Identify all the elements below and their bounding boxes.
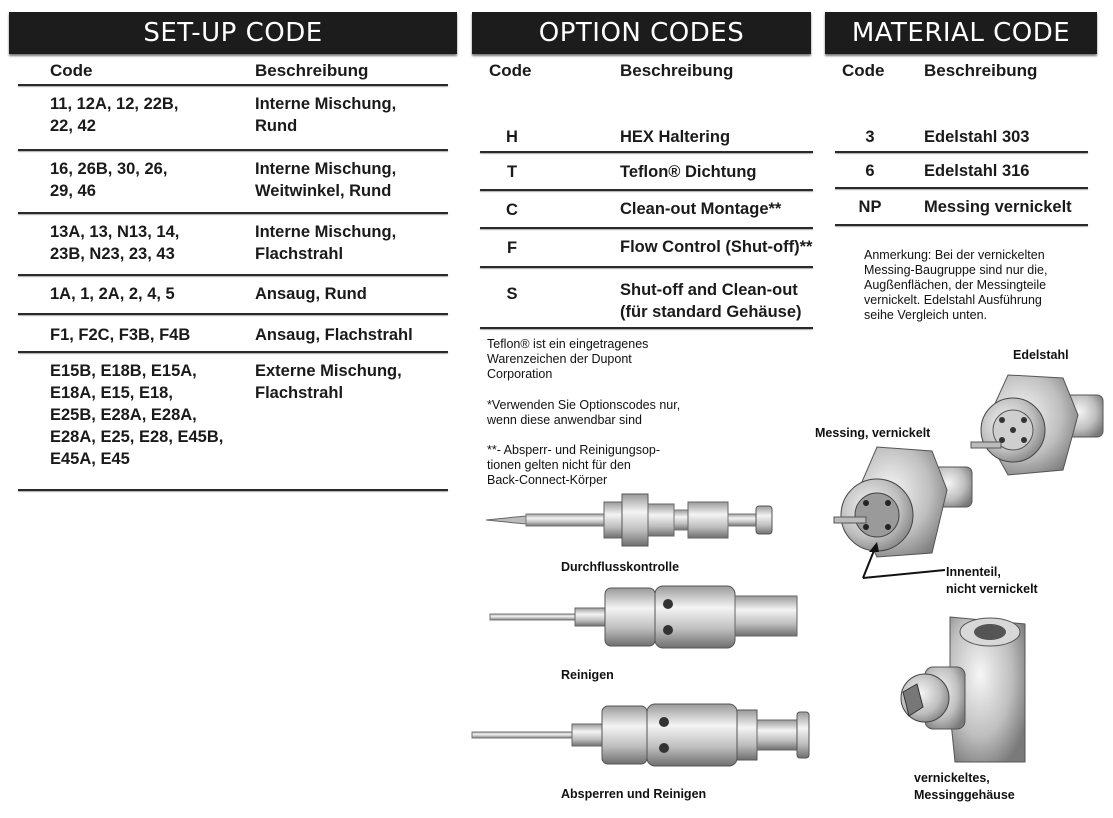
setup-row-code: 11, 12A, 12, 22B, 22, 42 xyxy=(50,95,179,135)
flow-control-caption: Durchflusskontrolle xyxy=(561,560,680,574)
setup-row-desc: Interne Mischung, Weitwinkel, Rund xyxy=(255,160,397,200)
setup-col-code: Code xyxy=(50,61,93,80)
clean-out-caption: Reinigen xyxy=(561,668,614,682)
material-row-desc: Messing vernickelt xyxy=(924,198,1072,216)
option-row-code: T xyxy=(506,163,518,181)
option-row-code: S xyxy=(506,285,518,303)
setup-row-code: E15B, E18B, E15A, E18A, E15, E18, E25B, E28A, E28A, E28A, E25, E28, E45B, E45A, E45 xyxy=(50,362,224,468)
material-row-code: 3 xyxy=(865,128,875,146)
option-row-desc: Flow Control (Shut-off)** xyxy=(620,238,813,256)
option-row-desc: Teflon® Dichtung xyxy=(620,163,757,181)
setup-row-desc: Interne Mischung, Rund xyxy=(255,95,397,135)
material-row-desc: Edelstahl 316 xyxy=(924,162,1030,180)
teflon-note: Teflon® ist ein eingetragenes Warenzeichen der Dupont Corporation xyxy=(487,337,649,381)
option-row-rule xyxy=(480,189,813,191)
setup-row-code: 13A, 13, N13, 14, 23B, N23, 23, 43 xyxy=(50,223,180,263)
stainless-label: Edelstahl xyxy=(1013,348,1069,362)
shutoff-clean-image xyxy=(472,700,832,770)
setup-row-code: 1A, 1, 2A, 2, 4, 5 xyxy=(50,285,175,303)
setup-row-desc: Ansaug, Rund xyxy=(255,285,367,303)
material-row-code: NP xyxy=(858,198,882,216)
setup-row-rule xyxy=(18,313,448,315)
material-row-rule xyxy=(835,187,1088,189)
option-row-code: C xyxy=(506,201,518,219)
option-usage-note: *Verwenden Sie Optionscodes nur, wenn diese anwendbar sind xyxy=(487,398,681,427)
options-banner: OPTION CODES xyxy=(472,12,811,54)
material-row-rule xyxy=(835,151,1088,153)
option-row-code: F xyxy=(506,239,518,257)
setup-row-desc: Interne Mischung, Flachstrahl xyxy=(255,223,397,263)
innenteil-label: Innenteil, nicht vernickelt xyxy=(946,565,1038,596)
option-bottom-rule xyxy=(480,327,813,329)
flow-control-image xyxy=(486,480,786,560)
setup-row-rule xyxy=(18,274,448,276)
material-note: Anmerkung: Bei der vernickelten Messing-Baugruppe sind nur die, Augßenflächen, der Messingteile vernickelt. Edelstahl Ausführung seihe Vergleich unten. xyxy=(864,248,1048,322)
setup-row-rule xyxy=(18,212,448,214)
options-col-desc: Beschreibung xyxy=(620,61,734,80)
clean-out-image xyxy=(490,582,805,652)
options-col-code: Code xyxy=(489,61,532,80)
stainless-nozzle-image xyxy=(968,370,1108,485)
option-row-desc: HEX Haltering xyxy=(620,128,731,146)
setup-bottom-rule xyxy=(18,489,448,491)
option-row-rule xyxy=(480,266,813,268)
option-row-rule xyxy=(480,227,813,229)
material-col-desc: Beschreibung xyxy=(924,61,1038,80)
setup-row-desc: Ansaug, Flachstrahl xyxy=(255,326,413,344)
setup-header-rule xyxy=(18,84,448,86)
material-banner: MATERIAL CODE xyxy=(825,12,1097,54)
setup-banner: SET-UP CODE xyxy=(9,12,457,54)
option-row-desc: Shut-off and Clean-out (für standard Gehäuse) xyxy=(620,281,802,321)
innenteil-pointer xyxy=(855,540,950,585)
nickel-housing-label: vernickeltes, Messinggehäuse xyxy=(914,771,1015,802)
nickel-brass-label: Messing, vernickelt xyxy=(815,426,931,440)
option-row-rule xyxy=(480,151,813,153)
nickel-housing-image xyxy=(895,612,1045,772)
backconnect-note: **- Absperr- und Reinigungsop- tionen gelten nicht für den Back-Connect-Körper xyxy=(487,443,661,487)
material-col-code: Code xyxy=(842,61,885,80)
material-bottom-rule xyxy=(835,224,1088,226)
setup-row-code: 16, 26B, 30, 26, 29, 46 xyxy=(50,160,168,200)
option-row-code: H xyxy=(506,128,518,146)
setup-row-desc: Externe Mischung, Flachstrahl xyxy=(255,362,402,402)
setup-col-desc: Beschreibung xyxy=(255,61,369,80)
material-row-desc: Edelstahl 303 xyxy=(924,128,1030,146)
option-row-desc: Clean-out Montage** xyxy=(620,200,782,218)
setup-row-rule xyxy=(18,351,448,353)
setup-row-code: F1, F2C, F3B, F4B xyxy=(50,326,191,344)
setup-row-rule xyxy=(18,149,448,151)
shutoff-clean-caption: Absperren und Reinigen xyxy=(561,787,707,801)
material-row-code: 6 xyxy=(865,162,875,180)
